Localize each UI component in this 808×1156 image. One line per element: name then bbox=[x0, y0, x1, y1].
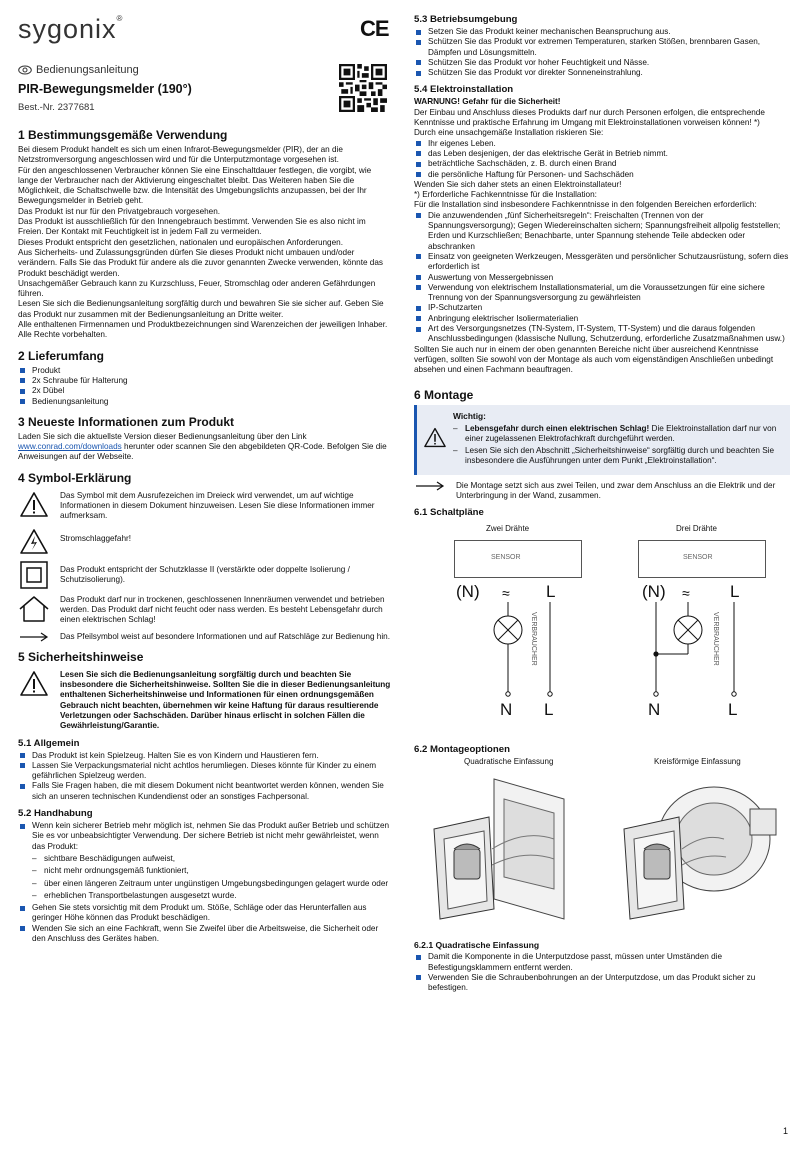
section-6-2-1-title: 6.2.1 Quadratische Einfassung bbox=[414, 940, 540, 951]
paragraph: Aus Sicherheits- und Zulassungsgründen dürfen Sie dieses Produkt nicht umbauen und/oder verändern. Falls Sie das Produkt für andere als die zuvor genannten Zwecke verwenden, könnte das Produkt beschädigt werden. bbox=[18, 247, 384, 278]
paragraph: Für die Installation sind insbesondere Fachkenntnisse in den folgenden Bereichen erforderlich: bbox=[414, 200, 757, 210]
order-number: Best.-Nr. 2377681 bbox=[18, 102, 95, 113]
paragraph: Für den angeschlossenen Verbraucher können Sie eine Einschaltdauer festlegen, die vorgibt, wie lange der Verbraucher nach der Aktivierung eingeschaltet bleibt. Das Weiteren haben Sie die Möglichkeit, die Schaltschwelle bzw. die Intensität des Umgebungslichts anzupassen, bei der Ihr Bewegungsmelder in Betrieb geht. bbox=[18, 165, 372, 206]
electric-shock-icon bbox=[19, 528, 49, 555]
load-label: VERBRAUCHER bbox=[712, 612, 719, 666]
general-list bbox=[18, 751, 392, 802]
list-item: Wenden Sie sich an eine Fachkraft, wenn Sie Zweifel über die Arbeitsweise, die Sicherheit oder den Anschluss des Gerätes haben. bbox=[18, 924, 392, 945]
protection-class-ii-icon bbox=[20, 561, 48, 589]
list-item: Falls Sie Fragen haben, die mit diesem Dokument nicht beantwortet werden können, wenden Sie sich an unseren technischen Kundendienst oder an sonstiges Fachpersonal. bbox=[18, 781, 392, 802]
wire-l: L bbox=[544, 700, 554, 720]
list-item: Verwendung von elektrischem Installationsmaterial, um die Voraussetzungen für eine sichere Trennung von der Spannungsversorgung zu gewährleisten bbox=[414, 283, 790, 304]
arrow-icon bbox=[415, 481, 445, 491]
mounting-options bbox=[414, 757, 790, 935]
list-item: – erheblichen Transportbelastungen ausgesetzt wurde. bbox=[32, 891, 392, 901]
list-item: Anbringung elektrischer Isoliermaterialien bbox=[414, 314, 790, 324]
list-item: – Lesen Sie sich den Abschnitt „Sicherheitshinweise“ sorgfältig durch und beachten Sie insbesondere die Ausführungen unter dem Punkt „Elektroinstallation“. bbox=[453, 446, 784, 467]
symbol-row: Das Produkt darf nur in trockenen, geschlossenen Innenräumen verwendet und betrieben werden. Das Produkt darf nicht feucht oder nass werden. Es besteht Lebensgefahr durch einen elektrischen Schlag! bbox=[18, 595, 392, 626]
list-item: 2x Schraube für Halterung bbox=[18, 376, 392, 386]
sensor-box: SENSOR bbox=[638, 540, 766, 578]
product-title: PIR-Bewegungsmelder (190°) bbox=[18, 82, 192, 96]
symbol-row: Das Produkt entspricht der Schutzklasse II (verstärkte oder doppelte Isolierung / Schutzisolierung). bbox=[18, 561, 392, 589]
section-1-title: 1 Bestimmungsgemäße Verwendung bbox=[18, 128, 228, 142]
terminal-l: L bbox=[546, 582, 556, 602]
list-item: Schützen Sie das Produkt vor direkter Sonneneinstrahlung. bbox=[414, 68, 790, 78]
ce-mark: CE bbox=[360, 16, 389, 41]
important-box bbox=[414, 405, 790, 475]
important-list bbox=[453, 424, 784, 467]
paragraph: Das Produkt ist ausschließlich für den Innengebrauch bestimmt. Verwenden Sie es also nicht im Freien. Der Kontakt mit Feuchtigkeit ist in jedem Fall zu vermeiden. bbox=[18, 217, 366, 237]
page-number: 1 bbox=[782, 1126, 788, 1136]
montage-note: Die Montage setzt sich aus zwei Teilen, und zwar dem Anschluss an die Elektrik und der Unterbringung in der Wand, zusammen. bbox=[414, 481, 790, 502]
list-item: 2x Dübel bbox=[18, 386, 392, 396]
terminal-l: L bbox=[730, 582, 740, 602]
list-item: – nicht mehr ordnungsgemäß funktioniert, bbox=[32, 866, 392, 876]
list-item: Auswertung von Messergebnissen bbox=[414, 273, 790, 283]
paragraph: Unsachgemäßer Gebrauch kann zu Kurzschluss, Feuer, Stromschlag oder anderen Gefährdungen führen. bbox=[18, 278, 376, 299]
section-5-2-title: 5.2 Handhabung bbox=[18, 808, 93, 820]
list-item: Die anzuwendenden „fünf Sicherheitsregeln“: Freischalten (Trennen von der Spannungsversorgung); Gegen Wiedereinschalten sichern; Spannungsfreiheit allpolig feststellen; Erden und Kurzschließen; Benachbarte, unter Spannung stehende Teile abdecken oder abschranken bbox=[414, 211, 790, 252]
arrow-icon bbox=[19, 632, 49, 642]
download-link[interactable]: www.conrad.com/downloads bbox=[18, 442, 122, 452]
wire-n: N bbox=[500, 700, 513, 720]
section-5-title: 5 Sicherheitshinweise bbox=[18, 649, 144, 664]
list-item: Schützen Sie das Produkt vor extremen Temperaturen, starken Stößen, brennbaren Gasen, Dämpfen und Lösungsmitteln. bbox=[414, 37, 790, 58]
list-item: Wenn kein sicherer Betrieb mehr möglich ist, nehmen Sie das Produkt außer Betrieb und schützen Sie es vor unbeabsichtigter Verwendung. Der sichere Betrieb ist nicht mehr gewährleistet, wenn das Produkt: bbox=[18, 821, 392, 852]
list-item: IP-Schutzarten bbox=[414, 303, 790, 313]
header bbox=[18, 0, 392, 120]
svg-text:≈: ≈ bbox=[682, 585, 690, 602]
paragraph: Der Einbau und Anschluss dieses Produkts darf nur durch Personen erfolgen, die entsprechende Kenntnisse und praktische Erfahrung im Umgang mit Elektroinstallationen vorweisen können! *) bbox=[414, 107, 765, 128]
sensor-box: SENSOR bbox=[454, 540, 582, 578]
option-label: Quadratische Einfassung bbox=[464, 757, 554, 767]
section-1-body bbox=[18, 145, 392, 341]
environment-list bbox=[414, 27, 790, 78]
section-6-title: 6 Montage bbox=[414, 387, 474, 402]
handling-list bbox=[18, 821, 392, 852]
section-4-title: 4 Symbol-Erklärung bbox=[18, 470, 132, 485]
paragraph: Wenden Sie sich daher stets an einen Elektroinstallateur! bbox=[414, 179, 622, 189]
symbol-row: Das Symbol mit dem Ausrufezeichen im Dreieck wird verwendet, um auf wichtige Informationen in diesem Dokument hinzuweisen. Lesen Sie diese Informationen immer aufmerksam. bbox=[18, 491, 392, 522]
list-item: Lassen Sie Verpackungsmaterial nicht achtlos herumliegen. Dieses könnte für Kinder zu einem gefährlichen Spielzeug werden. bbox=[18, 761, 392, 782]
paragraph: *) Erforderliche Fachkenntnisse für die Installation: bbox=[414, 190, 597, 200]
safety-warning: Lesen Sie sich die Bedienungsanleitung sorgfältig durch und beachten Sie insbesondere die Sicherheitshinweise. Sollten Sie die in dieser Bedienungsanleitung enthaltenen Sicherheitshinweise und Informationen für einen ordnungsgemäßen Gebrauch nicht beachten, übernehmen wir keine Haftung für daraus resultierende Verletzungen oder Sachschäden. Darüber hinaus erlischt in solchen Fällen die Gewährleistung/Garantie. bbox=[18, 670, 392, 732]
list-item: das Leben desjenigen, der das elektrische Gerät in Betrieb nimmt. bbox=[414, 149, 790, 159]
list-item: – über einen längeren Zeitraum unter ungünstigen Umgebungsbedingungen gelagert wurde oder bbox=[32, 879, 392, 889]
list-item: Verwenden Sie die Schraubenbohrungen an der Unterputzdose, um das Produkt sicher zu befestigen. bbox=[414, 973, 790, 994]
section-6-2-title: 6.2 Montageoptionen bbox=[414, 744, 510, 756]
option-label: Kreisförmige Einfassung bbox=[654, 757, 741, 767]
list-item: – sichtbare Beschädigungen aufweist, bbox=[32, 854, 392, 864]
list-item: Produkt bbox=[18, 366, 392, 376]
manual-label: Bedienungsanleitung bbox=[18, 64, 139, 76]
paragraph: Dieses Produkt entspricht den gesetzlichen, nationalen und europäischen Anforderungen. bbox=[18, 237, 343, 247]
list-item: Setzen Sie das Produkt keiner mechanischen Beanspruchung aus. bbox=[414, 27, 790, 37]
paragraph: Sollten Sie auch nur in einem der oben genannten Bereiche nicht über ausreichend Kenntnisse verfügen, sollten Sie sowohl von der Montage als auch vom eigenständigen Anschließen unbedingt absehen und einen Fachmann beauftragen. bbox=[414, 344, 774, 375]
warning-triangle-icon bbox=[19, 670, 49, 697]
house-icon bbox=[18, 595, 50, 623]
right-column bbox=[414, 0, 790, 993]
left-column bbox=[18, 0, 392, 944]
list-item: Art des Versorgungsnetzes (TN-System, IT-System, TT-System) und die daraus folgenden Anschlussbedingungen (klassische Nullung, Schutzerdung, erforderliche Zusatzmaßnahmen usw.) bbox=[414, 324, 790, 345]
section-5-1-title: 5.1 Allgemein bbox=[18, 737, 80, 749]
symbol-row: Stromschlaggefahr! bbox=[18, 528, 392, 555]
paragraph: Durch eine unsachgemäße Installation riskieren Sie: bbox=[414, 128, 604, 138]
symbol-list bbox=[18, 491, 392, 642]
paragraph: Bei diesem Produkt handelt es sich um einen Infrarot-Bewegungsmelder (PIR), der an die Netzstromversorgung angeschlossen wird und für die Unterputzmontage vorgesehen ist. bbox=[18, 145, 343, 165]
terminal-n: (N) bbox=[456, 582, 480, 602]
section-6-1-title: 6.1 Schaltpläne bbox=[414, 507, 484, 519]
section-5-4-title: 5.4 Elektroinstallation bbox=[414, 84, 514, 96]
section-3-body: Laden Sie sich die aktuellste Version dieser Bedienungsanleitung über den Link www.conrad.com/downloads herunter oder scannen Sie den abgebildeten QR-Code. Befolgen Sie die Anweisungen auf der Webseite. bbox=[18, 431, 387, 462]
brand-logo: sygonix® bbox=[18, 14, 124, 44]
paragraph: Das Produkt ist nur für den Privatgebrauch vorgesehen. bbox=[18, 206, 221, 216]
svg-text:≈: ≈ bbox=[502, 585, 510, 602]
load-label: VERBRAUCHER bbox=[530, 612, 537, 666]
qr-code-icon bbox=[339, 64, 387, 112]
list-item: beträchtliche Sachschäden, z. B. durch einen Brand bbox=[414, 159, 790, 169]
eye-icon bbox=[18, 65, 32, 75]
list-item: die persönliche Haftung für Personen- und Sachschäden bbox=[414, 170, 790, 180]
paragraph: Alle enthaltenen Firmennamen und Produktbezeichnungen sind Warenzeichen der jeweiligen Inhaber. Alle Rechte vorbehalten. bbox=[18, 320, 388, 340]
knowledge-list bbox=[414, 211, 790, 345]
list-item: Damit die Komponente in die Unterputzdose passt, müssen unter Umständen die Befestigungsklammern entfernt werden. bbox=[414, 952, 790, 973]
delivery-list bbox=[18, 366, 392, 407]
warning-triangle-icon bbox=[423, 427, 447, 448]
list-item: Bedienungsanleitung bbox=[18, 397, 392, 407]
list-item: Das Produkt ist kein Spielzeug. Halten Sie es von Kindern und Haustieren fern. bbox=[18, 751, 392, 761]
wiring-lines bbox=[414, 520, 790, 738]
electrical-warning-label: WARNUNG! Gefahr für die Sicherheit! bbox=[414, 97, 561, 107]
wire-n: N bbox=[648, 700, 661, 720]
list-item: Einsatz von geeigneten Werkzeugen, Messgeräten und persönlicher Schutzausrüstung, sofern dies erforderlich ist bbox=[414, 252, 790, 273]
diagram-title: Zwei Drähte bbox=[486, 524, 530, 534]
paragraph: Lesen Sie sich die Bedienungsanleitung sorgfältig durch und bewahren Sie sie sicher auf. Geben Sie das Produkt nur zusammen mit der Bedienungsanleitung an Dritte weiter. bbox=[18, 299, 384, 319]
section-2-title: 2 Lieferumfang bbox=[18, 348, 105, 363]
symbol-row: Das Pfeilsymbol weist auf besondere Informationen und auf Ratschläge zur Bedienung hin. bbox=[18, 632, 392, 642]
list-item: – Lebensgefahr durch einen elektrischen Schlag! Die Elektroinstallation darf nur von einer zugelassenen Elektrofachkraft durchgeführt werden. bbox=[453, 424, 784, 445]
wire-l: L bbox=[728, 700, 738, 720]
wiring-diagrams bbox=[414, 520, 790, 738]
risk-list bbox=[414, 139, 790, 180]
mounting-illustration bbox=[414, 769, 790, 935]
square-mount-list bbox=[414, 952, 790, 993]
warning-triangle-icon bbox=[19, 491, 49, 518]
handling-list-rest bbox=[18, 903, 392, 944]
list-item: Schützen Sie das Produkt vor hoher Feuchtigkeit und Nässe. bbox=[414, 58, 790, 68]
important-label: Wichtig: bbox=[453, 410, 486, 421]
section-3-title: 3 Neueste Informationen zum Produkt bbox=[18, 414, 235, 429]
list-item: Gehen Sie stets vorsichtig mit dem Produkt um. Stöße, Schläge oder das Herunterfallen aus geringer Höhe können das Produkt beschädigen. bbox=[18, 903, 392, 924]
diagram-title: Drei Drähte bbox=[676, 524, 717, 534]
handling-dash-list bbox=[18, 854, 392, 901]
section-5-3-title: 5.3 Betriebsumgebung bbox=[414, 14, 518, 25]
list-item: Ihr eigenes Leben. bbox=[414, 139, 790, 149]
terminal-n: (N) bbox=[642, 582, 666, 602]
